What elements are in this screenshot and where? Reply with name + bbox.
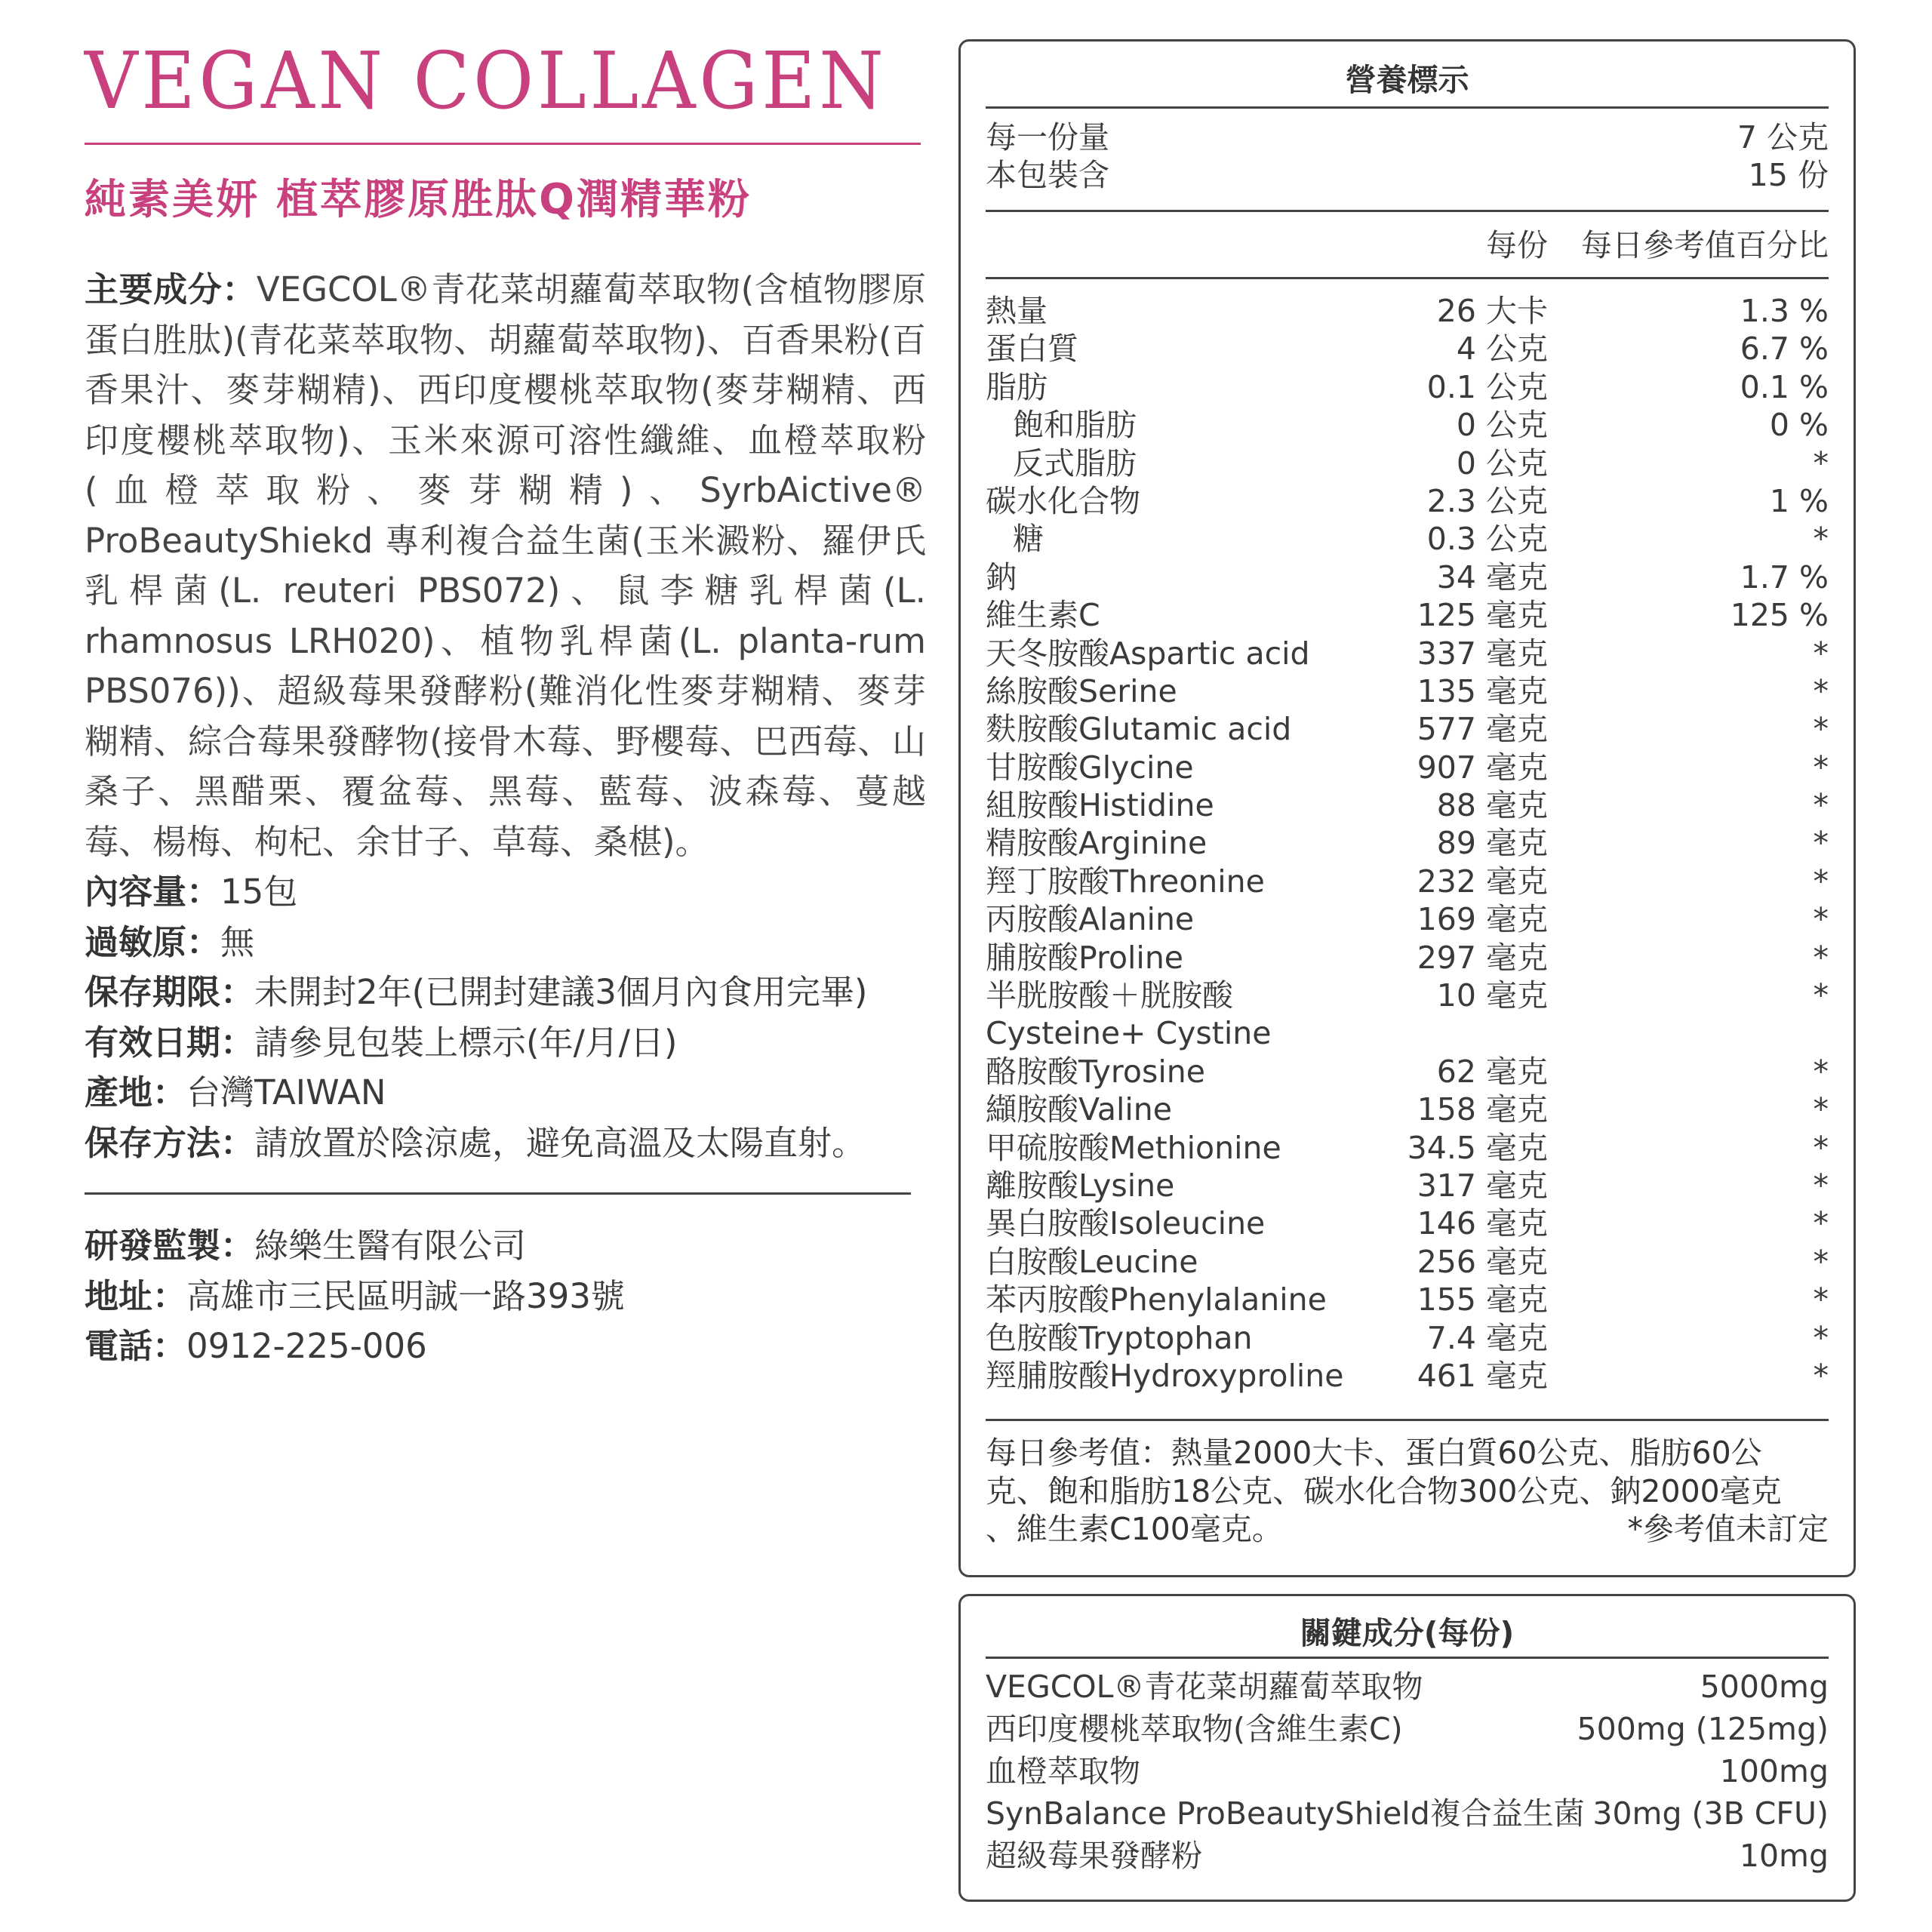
nutrient-amount: 135 毫克: [1417, 672, 1548, 709]
nutrient-daily-value: *: [1813, 1053, 1829, 1090]
nutrient-amount: 0 公克: [1456, 445, 1548, 481]
nutrient-amount: 4 公克: [1456, 331, 1548, 368]
key-ingredient-row: [986, 1750, 1829, 1792]
nutrient-amount: 461 毫克: [1417, 1357, 1548, 1394]
nutrient-name: 甘胺酸Glycine: [986, 749, 1194, 786]
nutrient-daily-value: 1.7 %: [1740, 558, 1829, 595]
nutrient-daily-value: *: [1813, 1205, 1829, 1242]
nutrition-row: [986, 482, 1829, 520]
nutrient-name: 糖: [1013, 521, 1044, 558]
nutrient-amount: 26 大卡: [1436, 293, 1548, 329]
nutrient-name: 脂肪: [986, 368, 1048, 405]
nutrient-name: 鈉: [986, 558, 1017, 595]
key-ingredient-amount: 500mg (125mg): [1577, 1711, 1829, 1747]
nutrition-row: [986, 596, 1829, 634]
nutrient-name: 碳水化合物: [986, 482, 1140, 519]
nutrient-name: 麩胺酸Glutamic acid: [986, 711, 1292, 748]
nutrition-row: [986, 1053, 1829, 1091]
ingredients-text: VEGCOL®青花菜胡蘿蔔萃取物(含植物膠原蛋白胜肽)(青花菜萃取物、胡蘿蔔萃取物)、百香果粉(百香果汁、麥芽糊精)、西印度櫻桃萃取物(麥芽糊精、西印度櫻桃萃取物)、玉米來源可溶性纖維、血橙萃取粉(血橙萃取粉、麥芽糊精)、SyrbAictive® ProBeautyShiekd 專利複合益生菌(玉米澱粉、羅伊氏乳桿菌(L. reuteri PBS072)、鼠李糖乳桿菌(L. rhamnosus LRH020)、植物乳桿菌(L. planta-rum PBS076))、超級莓果發酵粉(難消化性麥芽糊精、麥芽糊精、綜合莓果發酵物(接骨木莓、野櫻莓、巴西莓、山桑子、黑醋栗、覆盆莓、黑莓、藍莓、波森莓、蔓越莓、楊梅、枸杞、余甘子、草莓、桑椹)。: [85, 269, 926, 862]
nutrition-row: [986, 520, 1829, 558]
nutrition-row: [986, 558, 1829, 596]
nutrition-row: [986, 1319, 1829, 1357]
company-line: [85, 1221, 926, 1272]
nutrition-column-header: [986, 226, 1829, 264]
nutrient-name: 異白胺酸Isoleucine: [986, 1205, 1266, 1242]
key-ingredient-row: [986, 1666, 1829, 1708]
nutrient-amount: 577 毫克: [1417, 711, 1548, 748]
key-ingredients-rows: [986, 1666, 1829, 1877]
nutrition-row: [986, 1243, 1829, 1281]
key-ingredient-row: [986, 1835, 1829, 1877]
serving-value: 15 份: [1748, 157, 1829, 194]
nutrition-row: [986, 1281, 1829, 1318]
key-ingredient-amount: 100mg: [1719, 1753, 1829, 1789]
nutrient-name: 苯丙胺酸Phenylalanine: [986, 1281, 1327, 1318]
nutrient-amount: 169 毫克: [1417, 901, 1548, 938]
nutrient-daily-value: 1.3 %: [1740, 293, 1829, 329]
company-label: 電話：: [85, 1326, 187, 1366]
nutrition-row: [986, 786, 1829, 824]
product-info-column: [85, 35, 926, 1372]
nutrient-name: 色胺酸Tryptophan: [986, 1319, 1253, 1356]
nutrient-amount: 88 毫克: [1436, 787, 1548, 824]
nutrition-rule-header: [986, 277, 1829, 279]
nutrient-daily-value: *: [1813, 977, 1829, 1014]
ingredients-label: 主要成分：: [85, 269, 257, 309]
nutrition-rule-servings: [986, 210, 1829, 212]
nutrition-row: [986, 1014, 1829, 1052]
nutrition-row: [986, 710, 1829, 748]
daily-value-header: 每日參考值百分比: [1581, 227, 1829, 263]
key-ingredient-name: VEGCOL®青花菜胡蘿蔔萃取物: [986, 1669, 1423, 1705]
footnote-line: 、維生素C100毫克。 *參考值未訂定: [986, 1511, 1829, 1547]
section-divider: [85, 1192, 911, 1195]
nutrition-rule-bottom: [986, 1419, 1829, 1421]
nutrition-row: [986, 1357, 1829, 1395]
info-line: [85, 1118, 926, 1169]
info-label: 保存方法：: [85, 1122, 255, 1163]
nutrition-title: 營養標示: [1345, 62, 1469, 98]
company-label: 地址：: [85, 1275, 187, 1316]
nutrient-daily-value: *: [1813, 1091, 1829, 1128]
nutrition-row: [986, 977, 1829, 1014]
nutrient-name: Cysteine+ Cystine: [986, 1015, 1272, 1052]
info-value: 15包: [220, 872, 298, 912]
nutrient-amount: 146 毫克: [1417, 1205, 1548, 1242]
serving-value: 7 公克: [1737, 119, 1829, 155]
nutrient-daily-value: *: [1813, 863, 1829, 900]
nutrition-row: [986, 406, 1829, 444]
nutrient-name: 維生素C: [986, 597, 1100, 634]
nutrient-daily-value: 125 %: [1730, 597, 1829, 634]
info-line: [85, 918, 926, 968]
info-label: 產地：: [85, 1072, 187, 1112]
nutrient-name: 熱量: [986, 293, 1048, 329]
nutrient-name: 羥脯胺酸Hydroxyproline: [986, 1357, 1344, 1394]
nutrient-amount: 0.3 公克: [1426, 521, 1548, 558]
nutrient-amount: 155 毫克: [1417, 1281, 1548, 1318]
nutrient-daily-value: 0 %: [1769, 407, 1829, 444]
nutrient-daily-value: *: [1813, 711, 1829, 748]
nutrient-amount: 297 毫克: [1417, 939, 1548, 976]
company-line: [85, 1321, 926, 1372]
nutrition-row: [986, 445, 1829, 482]
nutrition-rows: [986, 292, 1829, 1395]
nutrient-daily-value: *: [1813, 1357, 1829, 1394]
serving-size-row: [986, 118, 1829, 156]
company-value: 高雄市三民區明誠一路393號: [186, 1275, 625, 1316]
nutrition-row: [986, 1167, 1829, 1204]
nutrient-name: 白胺酸Leucine: [986, 1243, 1198, 1280]
nutrient-name: 飽和脂肪: [1013, 407, 1137, 444]
info-label: 有效日期：: [85, 1022, 255, 1063]
footnote-line: 克、飽和脂肪18公克、碳水化合物300公克、鈉2000毫克: [986, 1472, 1782, 1509]
nutrient-daily-value: *: [1813, 672, 1829, 709]
info-label: 保存期限：: [85, 972, 255, 1012]
serving-label: 每一份量: [986, 119, 1109, 155]
nutrition-row: [986, 672, 1829, 710]
key-ingredients-panel: [958, 1594, 1856, 1902]
nutrient-name: 蛋白質: [986, 331, 1078, 368]
nutrient-name: 丙胺酸Alanine: [986, 901, 1195, 938]
key-ingredients-title: 關鍵成分(每份): [1300, 1615, 1515, 1651]
nutrient-name: 羥丁胺酸Threonine: [986, 863, 1265, 900]
nutrient-amount: 0.1 公克: [1426, 368, 1548, 405]
company-value: 0912-225-006: [186, 1326, 427, 1366]
key-ingredient-name: 超級莓果發酵粉: [986, 1838, 1202, 1874]
info-line: [85, 867, 926, 918]
nutrition-row: [986, 1204, 1829, 1242]
key-ingredient-name: SynBalance ProBeautyShield複合益生菌: [986, 1795, 1585, 1832]
key-ingredients-rule: [986, 1657, 1829, 1659]
footnote-note: *參考值未訂定: [1627, 1511, 1829, 1547]
key-ingredient-amount: 10mg: [1739, 1838, 1829, 1874]
nutrient-amount: 10 毫克: [1436, 977, 1548, 1014]
nutrition-row: [986, 292, 1829, 330]
info-line: [85, 1018, 926, 1069]
nutrition-row: [986, 863, 1829, 900]
nutrient-name: 甲硫胺酸Methionine: [986, 1129, 1281, 1166]
servings-per-pack-row: [986, 156, 1829, 194]
nutrition-footnote: [986, 1434, 1829, 1549]
nutrient-daily-value: *: [1813, 1167, 1829, 1204]
nutrient-name: 反式脂肪: [1013, 445, 1137, 481]
nutrient-amount: 62 毫克: [1436, 1053, 1548, 1090]
nutrient-daily-value: 0.1 %: [1740, 368, 1829, 405]
nutrient-daily-value: 6.7 %: [1740, 331, 1829, 368]
key-ingredient-amount: 30mg (3B CFU): [1592, 1795, 1829, 1832]
per-serving-header: 每份: [1486, 227, 1548, 263]
nutrient-amount: 232 毫克: [1417, 863, 1548, 900]
info-label: 過敏原：: [85, 921, 221, 962]
nutrient-name: 脯胺酸Proline: [986, 939, 1184, 976]
nutrient-amount: 7.4 毫克: [1426, 1319, 1548, 1356]
nutrition-row: [986, 749, 1829, 786]
key-ingredient-row: [986, 1708, 1829, 1750]
servings-block: [986, 118, 1829, 195]
info-line: [85, 1068, 926, 1118]
nutrient-daily-value: *: [1813, 825, 1829, 862]
nutrient-daily-value: *: [1813, 901, 1829, 938]
nutrient-daily-value: *: [1813, 1243, 1829, 1280]
nutrient-daily-value: *: [1813, 445, 1829, 481]
nutrient-daily-value: *: [1813, 787, 1829, 824]
info-value: 未開封2年(已開封建議3個月內食用完畢): [254, 972, 868, 1012]
nutrient-daily-value: *: [1813, 635, 1829, 672]
info-value: 請放置於陰涼處，避免高溫及太陽直射。: [254, 1122, 866, 1163]
nutrient-name: 纈胺酸Valine: [986, 1091, 1172, 1128]
nutrient-daily-value: *: [1813, 1129, 1829, 1166]
info-label: 內容量：: [85, 872, 221, 912]
nutrition-row: [986, 1129, 1829, 1167]
brand-title: VEGAN COLLAGEN: [85, 35, 888, 127]
nutrient-daily-value: 1 %: [1769, 482, 1829, 519]
footnote-line: 每日參考值：熱量2000大卡、蛋白質60公克、脂肪60公: [986, 1435, 1762, 1471]
nutrient-daily-value: *: [1813, 939, 1829, 976]
nutrient-name: 絲胺酸Serine: [986, 672, 1177, 709]
nutrition-row: [986, 635, 1829, 672]
nutrient-amount: 34.5 毫克: [1407, 1129, 1548, 1166]
nutrient-amount: 158 毫克: [1417, 1091, 1548, 1128]
nutrient-amount: 317 毫克: [1417, 1167, 1548, 1204]
nutrient-name: 離胺酸Lysine: [986, 1167, 1175, 1204]
nutrient-daily-value: *: [1813, 1281, 1829, 1318]
nutrient-name: 酪胺酸Tyrosine: [986, 1053, 1205, 1090]
info-value: 無: [220, 921, 255, 962]
key-ingredient-row: [986, 1792, 1829, 1835]
nutrition-row: [986, 330, 1829, 368]
nutrient-amount: 0 公克: [1456, 407, 1548, 444]
key-ingredient-amount: 5000mg: [1700, 1669, 1829, 1705]
ingredients-paragraph: [85, 265, 926, 867]
company-info-list: [85, 1221, 926, 1372]
info-value: 請參見包裝上標示(年/月/日): [254, 1022, 678, 1063]
nutrition-row: [986, 368, 1829, 406]
company-line: [85, 1272, 926, 1322]
product-info-list: [85, 867, 926, 1168]
company-value: 綠樂生醫有限公司: [254, 1226, 527, 1266]
nutrition-rule-top: [986, 106, 1829, 109]
title-divider: [85, 143, 921, 145]
product-subtitle: 純素美妍 植萃膠原胜肽Q潤精華粉: [85, 175, 752, 223]
info-value: 台灣TAIWAN: [186, 1072, 386, 1112]
nutrition-row: [986, 900, 1829, 938]
nutrient-name: 精胺酸Arginine: [986, 825, 1208, 862]
nutrition-facts-panel: [958, 39, 1856, 1577]
nutrition-row: [986, 1091, 1829, 1128]
nutrition-row: [986, 824, 1829, 862]
nutrient-amount: 907 毫克: [1417, 749, 1548, 786]
company-label: 研發監製：: [85, 1226, 255, 1266]
nutrient-daily-value: *: [1813, 1319, 1829, 1356]
nutrient-amount: 256 毫克: [1417, 1243, 1548, 1280]
info-line: [85, 968, 926, 1018]
nutrition-row: [986, 939, 1829, 977]
key-ingredient-name: 西印度櫻桃萃取物(含維生素C): [986, 1711, 1403, 1747]
nutrient-name: 半胱胺酸＋胱胺酸: [986, 977, 1233, 1014]
nutrient-amount: 34 毫克: [1436, 558, 1548, 595]
nutrient-name: 組胺酸Histidine: [986, 787, 1214, 824]
nutrient-daily-value: *: [1813, 521, 1829, 558]
nutrient-amount: 2.3 公克: [1426, 482, 1548, 519]
nutrient-amount: 89 毫克: [1436, 825, 1548, 862]
serving-label: 本包裝含: [986, 157, 1109, 194]
nutrient-daily-value: *: [1813, 749, 1829, 786]
nutrient-amount: 337 毫克: [1417, 635, 1548, 672]
key-ingredient-name: 血橙萃取物: [986, 1753, 1140, 1789]
nutrient-name: 天冬胺酸Aspartic acid: [986, 635, 1310, 672]
nutrient-amount: 125 毫克: [1417, 597, 1548, 634]
